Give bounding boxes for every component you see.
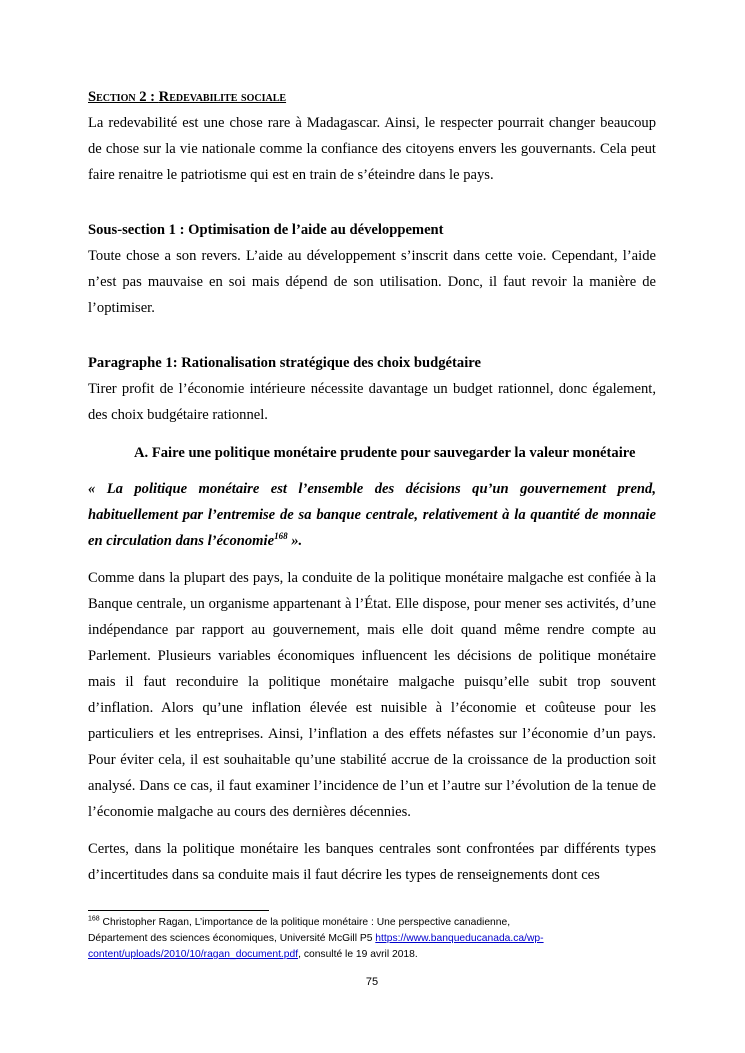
footnote [88, 915, 656, 963]
footnote-line1: Christopher Ragan, L’importance de la politique monétaire : Une perspective canadienne, [99, 917, 511, 928]
footnote-number: 168 [88, 915, 100, 923]
intro-paragraph: La redevabilité est une chose rare à Madagascar. Ainsi, le respecter pourrait changer beaucoup de chose sur la vie nationale comme la confiance des citoyens envers les gouvernants. Cela peut faire renaitre le patriotisme qui est en train de s’éteindre dans le pays. [88, 115, 656, 183]
paragraph-text: Tirer profit de l’économie intérieure nécessite davantage un budget rationnel, donc également, des choix budgétaire rationnel. [88, 381, 656, 423]
document-page [88, 0, 656, 1053]
body-paragraph-2: Certes, dans la politique monétaire les banques centrales sont confrontées par différents types d’incertitudes dans sa conduite mais il faut décrire les types de renseignements dont ces [88, 841, 656, 883]
paragraph-title: Paragraphe 1: Rationalisation stratégique des choix budgétaire [88, 355, 481, 371]
section-title [88, 89, 286, 106]
page-number: 75 [365, 976, 379, 988]
quote-text: « La politique monétaire est l’ensemble des décisions qu’un gouvernement prend, habituellement par l’entremise de sa banque centrale, relativement à la quantité de monnaie en circulation dans l’économie [88, 481, 656, 549]
subsection-paragraph: Toute chose a son revers. L’aide au développement s’inscrit dans cette voie. Cependant, l’aide n’est pas mauvaise en soi mais dépend de son utilisation. Donc, il faut revoir la manière de l’optimiser. [88, 248, 656, 316]
subsection-title: Sous-section 1 : Optimisation de l’aide au développement [88, 222, 444, 238]
footnote-line2: Département des sciences économiques, Université McGill P5 [88, 933, 376, 944]
footnote-link-part1[interactable]: https://www.banqueducanada.ca/wp- [375, 933, 544, 944]
section-prefix: Section 2 : [88, 89, 159, 105]
quote-end: ». [287, 533, 303, 549]
body-paragraph-1: Comme dans la plupart des pays, la conduite de la politique monétaire malgache est confiée à la Banque centrale, un organisme appartenant à l’État. Elle dispose, pour mener ses activités, d’une indépendance par rapport au gouvernement, mais elle doit quand même rendre compte au Parlement. Plusieurs variables économiques influencent les décisions de politique monétaire mais il faut reconduire la politique monétaire malgache puisqu’elle subit trop souvent d’inflation. Alors qu’une inflation élevée est nuisible à l’économie et coûteuse pour les particuliers et les entreprises. Ainsi, l’inflation a des effets néfastes sur l’économie d’un pays. Pour éviter cela, il est souhaitable qu’une stabilité accrue de la croissance de la production soit analysé. Dans ce cas, il faut examiner l’incidence de l’un et l’autre sur l’évolution de la tenue de l’économie malgache au cours des dernières décennies. [88, 570, 656, 820]
footnote-link-part2[interactable]: content/uploads/2010/10/ragan_document.pdf [88, 949, 299, 960]
footnote-separator [88, 910, 269, 911]
section-name: Redevabilite sociale [158, 89, 287, 105]
footnote-ref[interactable]: 168 [274, 531, 288, 542]
quote-paragraph [88, 476, 656, 554]
footnote-suffix: , consulté le 19 avril 2018. [298, 949, 418, 960]
subheading-a: A. Faire une politique monétaire prudente pour sauvegarder la valeur monétaire [134, 445, 636, 461]
